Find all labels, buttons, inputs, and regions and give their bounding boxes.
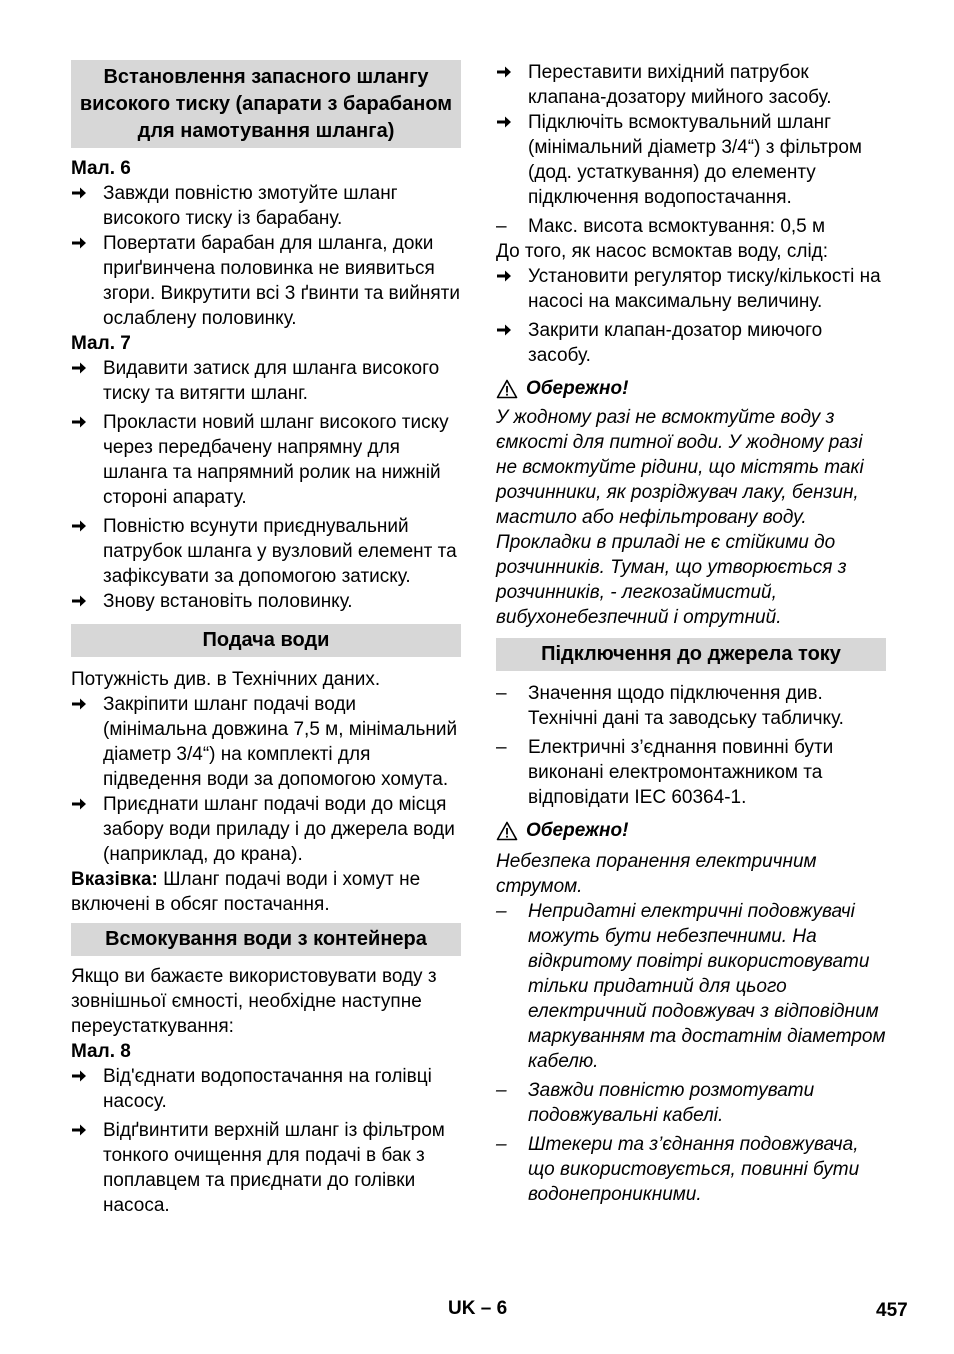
arrow-right-icon — [71, 1068, 87, 1084]
caution-text: Небезпека поранення електричним струмом. — [496, 851, 817, 897]
step-text: Закріпити шланг подачі води (мінімальна довжина 7,5 м, мінімальний діаметр 3/4“) на комплекті для підведення води за допомогою хомута. — [103, 694, 458, 790]
step-text: Повертати барабан для шланга, доки приґвинчена половинка не виявиться згори. Викрутити всі 3 ґвинти та вийняти ослаблену половинку. — [103, 233, 460, 329]
item-text: Штекери та з’єднання подовжувача, що використовується, повинні бути водонепроникними. — [528, 1134, 860, 1205]
list-item — [71, 356, 461, 406]
step-text: Завжди повністю змотуйте шланг високого тиску із барабану. — [103, 183, 398, 229]
right-column — [496, 60, 886, 1207]
section-heading-water-supply: Подача води — [71, 624, 461, 657]
figure-label-8: Мал. 8 — [71, 1041, 131, 1062]
step-text: Прокласти новий шланг високого тиску через передбачену напрямну для шланга та напрямний ролик на нижній стороні апарату. — [103, 412, 449, 508]
figure-label-7: Мал. 7 — [71, 333, 131, 354]
warning-triangle-icon — [496, 379, 518, 399]
list-item — [496, 214, 886, 239]
item-text: Непридатні електричні подовжувачі можуть бути небезпечними. На відкритому повітрі використовувати тільки придатний для цього електричний подовжувач з відповідним маркуванням та достатнім діаметром кабелю. — [528, 901, 886, 1072]
arrow-right-icon — [71, 518, 87, 534]
figure-label-6: Мал. 6 — [71, 158, 131, 179]
step-text: Повністю всунути приєднувальний патрубок шланга у вузловий елемент та зафіксувати за допомогою затиску. — [103, 516, 457, 587]
list-item — [71, 231, 461, 331]
section-heading-power: Підключення до джерела току — [496, 638, 886, 671]
caution-text: У жодному разі не всмоктуйте воду з ємкості для питної води. У жодному разі не всмоктуйте рідини, що містять такі розчинники, як розріджувач лаку, бензин, мастило або нефільтровану воду. Прокладки в приладі не є стійкими до розчинників. Туман, що утворюється з розчинників, - легкозаймистий, вибухонебезпечний і отрутний. — [496, 407, 864, 628]
caution-heading-1 — [496, 376, 886, 401]
caution-label: Обережно! — [526, 378, 629, 399]
list-item — [496, 681, 886, 731]
before-text: До того, як насос всмоктав воду, слід: — [496, 241, 829, 262]
step-text: Переставити вихідний патрубок клапана-дозатору мийного засобу. — [528, 62, 832, 108]
arrow-right-icon — [71, 593, 87, 609]
dash-marker: – — [496, 1080, 507, 1101]
footer-page-number: 457 — [876, 1300, 908, 1321]
section-heading-suction: Всмокування води з контейнера — [71, 923, 461, 956]
list-item — [496, 735, 886, 810]
item-text: Електричні з’єднання повинні бути виконані електромонтажником та відповідати IEC 60364-1. — [528, 737, 834, 808]
step-text: Підключіть всмоктувальний шланг (мінімальний діаметр 3/4“) з фільтром (дод. устаткування) до елементу підключення водопостачання. — [528, 112, 862, 208]
arrow-right-icon — [496, 268, 512, 284]
list-item — [496, 264, 886, 314]
list-item — [496, 60, 886, 110]
dash-marker: – — [496, 901, 507, 922]
footer-language-code: UK – 6 — [448, 1298, 508, 1319]
list-item — [496, 1078, 886, 1128]
list-item — [496, 110, 886, 210]
arrow-right-icon — [71, 796, 87, 812]
dash-marker: – — [496, 1134, 507, 1155]
water-intro: Потужність див. в Технічних даних. — [71, 669, 381, 690]
list-item — [71, 181, 461, 231]
arrow-right-icon — [496, 64, 512, 80]
list-item — [71, 410, 461, 510]
section-heading-hose-replacement: Встановлення запасного шлангу високого тиску (апарати з барабаном для намотування шланга) — [71, 60, 461, 148]
list-item — [71, 1064, 461, 1114]
list-item — [496, 899, 886, 1074]
item-text: Завжди повністю розмотувати подовжувальні кабелі. — [528, 1080, 815, 1126]
list-item — [71, 514, 461, 589]
warning-triangle-icon — [496, 821, 518, 841]
item-text: Макс. висота всмоктування: 0,5 м — [528, 216, 826, 237]
arrow-right-icon — [71, 185, 87, 201]
arrow-right-icon — [71, 1122, 87, 1138]
arrow-right-icon — [71, 414, 87, 430]
step-text: Закрити клапан-дозатор миючого засобу. — [528, 320, 823, 366]
list-item — [496, 1132, 886, 1207]
dash-marker: – — [496, 216, 507, 237]
list-item — [71, 1118, 461, 1218]
step-text: Відґвинтити верхній шланг із фільтром тонкого очищення для подачі в бак з поплавцем та приєднати до голівки насоса. — [103, 1120, 445, 1216]
left-column — [71, 60, 461, 1218]
list-item — [496, 318, 886, 368]
item-text: Значення щодо підключення див. Технічні дані та заводську табличку. — [528, 683, 844, 729]
step-text: Від'єднати водопостачання на голівці насосу. — [103, 1066, 432, 1112]
caution-heading-2 — [496, 818, 886, 843]
note-paragraph — [71, 867, 461, 917]
arrow-right-icon — [71, 235, 87, 251]
note-text: Шланг подачі води і хомут не включені в обсяг постачання. — [71, 869, 421, 915]
arrow-right-icon — [71, 360, 87, 376]
dash-marker: – — [496, 737, 507, 758]
arrow-right-icon — [71, 696, 87, 712]
suction-intro: Якщо ви бажаєте використовувати воду з зовнішньої ємності, необхідне наступне переустаткування: — [71, 966, 437, 1037]
caution-label: Обережно! — [526, 820, 629, 841]
step-text: Знову встановіть половинку. — [103, 591, 353, 612]
step-text: Установити регулятор тиску/кількості на насосі на максимальну величину. — [528, 266, 881, 312]
step-text: Видавити затиск для шланга високого тиску та витягти шланг. — [103, 358, 440, 404]
list-item — [71, 692, 461, 792]
arrow-right-icon — [496, 114, 512, 130]
list-item — [71, 792, 461, 867]
dash-marker: – — [496, 683, 507, 704]
list-item — [71, 589, 461, 616]
arrow-right-icon — [496, 322, 512, 338]
step-text: Приєднати шланг подачі води до місця забору води приладу і до джерела води (наприклад, до крана). — [103, 794, 455, 865]
note-label: Вказівка: — [71, 869, 158, 890]
